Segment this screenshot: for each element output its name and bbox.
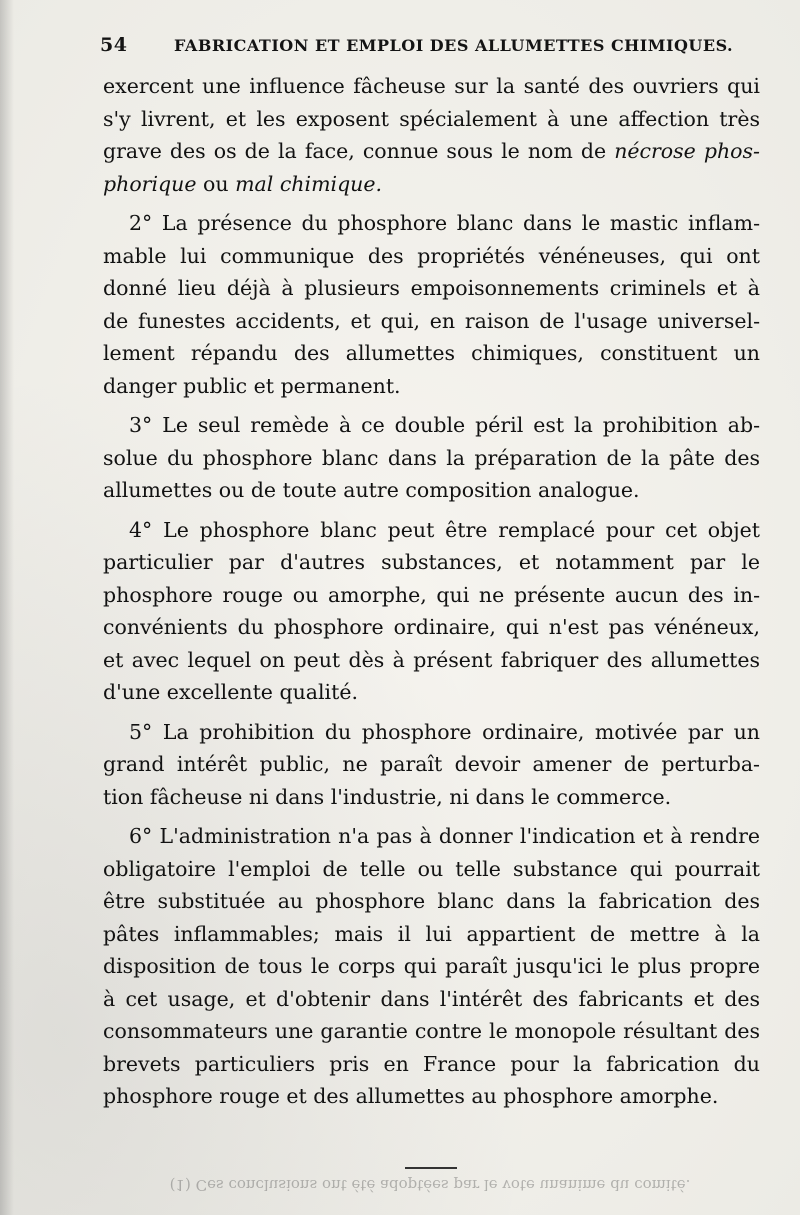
text-line: de funestes accidents, et qui, en raison de l'usage universel- (103, 308, 760, 333)
text-line: phosphore rouge ou amorphe, qui ne présente aucun des in- (103, 582, 760, 607)
text-line: 6° L'administration n'a pas à donner l'indication et à rendre (129, 824, 760, 848)
text-line: mable lui communique des propriétés vénéneuses, qui ont (103, 243, 760, 268)
text-line: lement répandu des allumettes chimiques, constituent un (103, 341, 760, 365)
text-segment: grave des os de la face, connue sous le nom de (103, 139, 607, 163)
text-line: phosphore rouge et des allumettes au phosphore amorphe. (103, 1084, 719, 1108)
text-line: 2° La présence du phosphore blanc dans le mastic inflam- (129, 211, 760, 235)
page-edge-shadow (0, 0, 14, 1215)
text-line: d'une excellente qualité. (103, 680, 358, 704)
text-line: consommateurs une garantie contre le monopole résultant des (103, 1019, 760, 1043)
footnote-rule (405, 1167, 457, 1169)
text-line: tion fâcheuse ni dans l'industrie, ni dans le commerce. (103, 784, 672, 809)
body-text (103, 70, 760, 1113)
text-line: donné lieu déjà à plusieurs empoisonnements criminels et à (103, 276, 760, 300)
text-line (103, 135, 760, 168)
text-line: à cet usage, et d'obtenir dans l'intérêt des fabricants et des (103, 986, 760, 1011)
italic-term: mal chimique. (235, 171, 383, 196)
text-line: s'y livrent, et les exposent spécialement à une affection très (103, 106, 760, 131)
text-line: grand intérêt public, ne paraît devoir amener de perturba- (103, 752, 760, 776)
text-line: allumettes ou de toute autre composition analogue. (103, 478, 640, 502)
text-line: 5° La prohibition du phosphore ordinaire, motivée par un (129, 719, 760, 744)
text-line: 4° Le phosphore blanc peut être remplacé pour cet objet (129, 517, 760, 542)
text-line: pâtes inflammables; mais il lui appartient de mettre à la (103, 921, 760, 946)
text-line: disposition de tous le corps qui paraît jusqu'ici le plus propre (103, 954, 760, 978)
text-line: particulier par d'autres substances, et notamment par le (103, 550, 760, 574)
text-segment: ou (203, 171, 229, 196)
text-line: danger public et permanent. (103, 373, 401, 398)
italic-term: nécrose phos- (614, 139, 760, 163)
italic-term: phorique (103, 171, 197, 196)
running-title: FABRICATION ET EMPLOI DES ALLUMETTES CHIMIQUES. (174, 36, 734, 55)
page-number: 54 (100, 34, 128, 56)
text-line: 3° Le seul remède à ce double péril est la prohibition ab- (129, 413, 760, 437)
text-line: exercent une influence fâcheuse sur la santé des ouvriers qui (103, 74, 760, 98)
text-line: brevets particuliers pris en France pour la fabrication du (103, 1051, 760, 1076)
text-line: et avec lequel on peut dès à présent fabriquer des allumettes (103, 647, 760, 672)
text-line (103, 168, 760, 201)
text-line: être substituée au phosphore blanc dans la fabrication des (103, 889, 760, 913)
page-header (100, 34, 760, 58)
text-line: convénients du phosphore ordinaire, qui n'est pas vénéneux, (103, 615, 760, 639)
text-line: obligatoire l'emploi de telle ou telle substance qui pourrait (103, 856, 760, 881)
text-line: solue du phosphore blanc dans la préparation de la pâte des (103, 445, 760, 470)
footnote-bleedthrough: (1) Ces conclusions ont été adoptées par le vote unanime du comité. (169, 1176, 691, 1194)
